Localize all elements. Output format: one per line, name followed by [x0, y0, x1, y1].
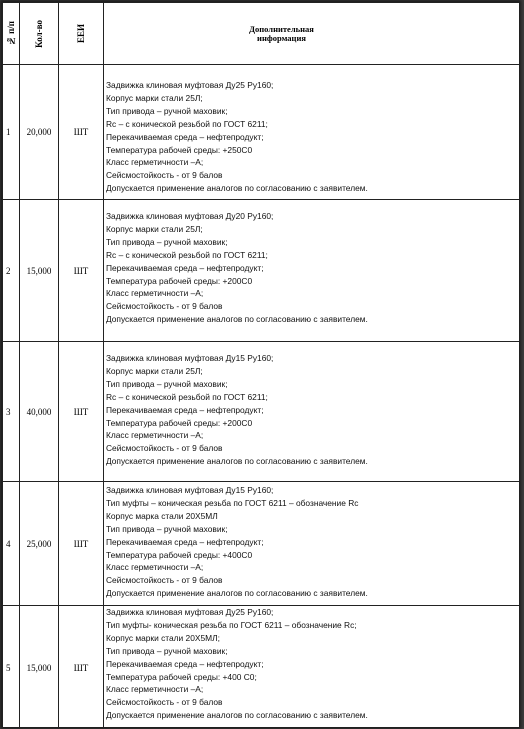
row-number: 4: [3, 482, 20, 606]
row-quantity: 40,000: [20, 342, 59, 482]
description-line: Температура рабочей среды: +200С0: [106, 417, 253, 428]
description-line: Тип привода – ручной маховик;: [106, 105, 228, 116]
header-num-label: № п/п: [6, 20, 16, 47]
description-line: Rc – с конической резьбой по ГОСТ 6211;: [106, 249, 268, 260]
description-line: Сейсмостойкость - от 9 балов: [106, 170, 223, 181]
description-line: Перекачиваемая среда – нефтепродукт;: [106, 262, 264, 273]
description-line: Тип привода – ручной маховик;: [106, 236, 228, 247]
description-line: Сейсмостойкость - от 9 балов: [106, 443, 223, 454]
row-number: 3: [3, 342, 20, 482]
description-line: Корпус марки стали 20Х5МЛ;: [106, 632, 220, 643]
description-line: Температура рабочей среды: +200С0: [106, 275, 253, 286]
row-description: [104, 200, 520, 342]
description-line: Задвижка клиновая муфтовая Ду15 Ру160;: [106, 485, 274, 495]
row-number: 2: [3, 200, 20, 342]
description-line: Сейсмостойкость - от 9 балов: [106, 697, 223, 708]
description-line: Rc – с конической резьбой по ГОСТ 6211;: [106, 391, 268, 402]
description-line: Перекачиваемая среда – нефтепродукт;: [106, 658, 264, 669]
row-unit: ШТ: [59, 342, 104, 482]
description-line: Задвижка клиновая муфтовая Ду25 Ру160;: [106, 607, 274, 617]
description-line: Допускается применение аналогов по согласованию с заявителем.: [106, 314, 368, 325]
header-qty-label: Кол-во: [34, 19, 44, 48]
description-line: Класс герметичности –А;: [106, 562, 204, 573]
description-line: Температура рабочей среды: +400С0: [106, 549, 253, 560]
row-unit: ШТ: [59, 606, 104, 728]
table-row: [3, 482, 520, 606]
row-number: 1: [3, 65, 20, 200]
description-line: Тип муфты- коническая резьба по ГОСТ 6211 – обозначение Rc;: [106, 619, 357, 630]
description-line: Перекачиваемая среда – нефтепродукт;: [106, 536, 264, 547]
row-unit: ШТ: [59, 65, 104, 200]
document-sheet: [2, 2, 519, 727]
table-row: [3, 342, 520, 482]
description-line: Задвижка клиновая муфтовая Ду25 Ру160;: [106, 80, 274, 90]
row-quantity: 15,000: [20, 606, 59, 728]
description-line: Тип привода – ручной маховик;: [106, 645, 228, 656]
header-qty: [20, 3, 59, 65]
row-unit: ШТ: [59, 482, 104, 606]
description-line: Сейсмостойкость - от 9 балов: [106, 575, 223, 586]
table-row: [3, 606, 520, 728]
row-quantity: 20,000: [20, 65, 59, 200]
row-quantity: 15,000: [20, 200, 59, 342]
table-header-row: [3, 3, 520, 65]
description-line: Тип привода – ручной маховик;: [106, 378, 228, 389]
description-line: Тип муфты – коническая резьба по ГОСТ 6211 – обозначение Rc: [106, 497, 359, 508]
description-line: Допускается применение аналогов по согласованию с заявителем.: [106, 456, 368, 467]
header-info-line1: Дополнительная: [249, 23, 314, 34]
row-description: [104, 342, 520, 482]
description-line: Допускается применение аналогов по согласованию с заявителем.: [106, 710, 368, 721]
header-info-line2: информация: [257, 32, 306, 43]
description-line: Допускается применение аналогов по согласованию с заявителем.: [106, 183, 368, 194]
description-line: Класс герметичности –А;: [106, 684, 204, 695]
description-line: Температура рабочей среды: +400 С0;: [106, 671, 257, 682]
table-row: [3, 200, 520, 342]
description-line: Корпус марки стали 25Л;: [106, 92, 203, 103]
description-line: Корпус марка стали 20Х5МЛ: [106, 510, 218, 521]
description-line: Перекачиваемая среда – нефтепродукт;: [106, 131, 264, 142]
description-line: Корпус марки стали 25Л;: [106, 223, 203, 234]
row-unit: ШТ: [59, 200, 104, 342]
row-quantity: 25,000: [20, 482, 59, 606]
description-line: Класс герметичности –А;: [106, 288, 204, 299]
description-line: Задвижка клиновая муфтовая Ду20 Ру160;: [106, 211, 274, 221]
description-line: Тип привода – ручной маховик;: [106, 523, 228, 534]
description-line: Задвижка клиновая муфтовая Ду15 Ру160;: [106, 353, 274, 363]
header-info: [104, 3, 520, 65]
description-line: Температура рабочей среды: +250С0: [106, 144, 253, 155]
row-number: 5: [3, 606, 20, 728]
description-line: Сейсмостойкость - от 9 балов: [106, 301, 223, 312]
description-line: Класс герметичности –А;: [106, 430, 204, 441]
description-line: Класс герметичности –А;: [106, 157, 204, 168]
row-description: [104, 482, 520, 606]
table-row: [3, 65, 520, 200]
description-line: Перекачиваемая среда – нефтепродукт;: [106, 404, 264, 415]
header-num: [3, 3, 20, 65]
description-line: Допускается применение аналогов по согласованию с заявителем.: [106, 588, 368, 599]
header-unit-label: ЕЕИ: [76, 23, 86, 43]
header-unit: [59, 3, 104, 65]
row-description: [104, 65, 520, 200]
description-line: Rc – с конической резьбой по ГОСТ 6211;: [106, 118, 268, 129]
description-line: Корпус марки стали 25Л;: [106, 365, 203, 376]
specification-table: [2, 2, 519, 727]
row-description: [104, 606, 520, 728]
